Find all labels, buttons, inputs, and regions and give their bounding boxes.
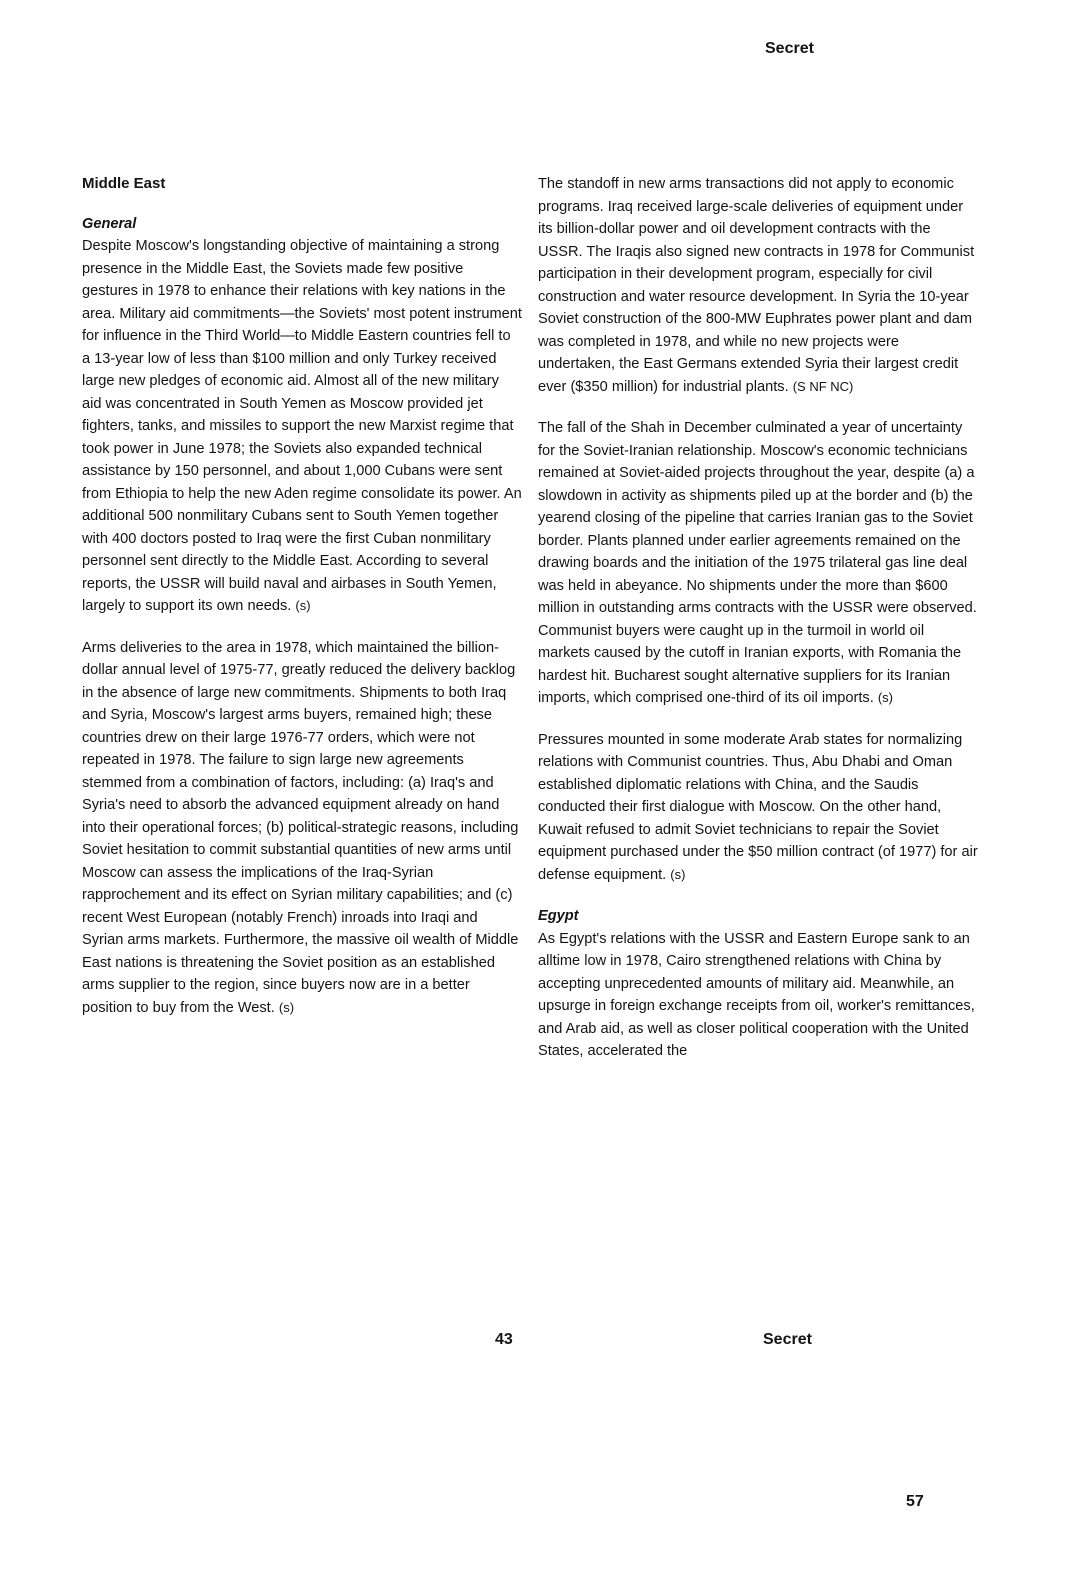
- paragraph: [82, 235, 522, 618]
- paragraph-text: Pressures mounted in some moderate Arab states for normalizing relations with Communist countries. Thus, Abu Dhabi and Oman established diplomatic relations with China, and the Saudis conducted their first dialogue with Moscow. On the other hand, Kuwait refused to admit Soviet technicians to repair the Soviet equipment purchased under the $50 million contract (of 1977) for air defense equipment.: [538, 731, 978, 883]
- classification-marking: (s): [278, 999, 295, 1015]
- subheading-general: General: [82, 215, 137, 232]
- paragraph: [538, 173, 978, 398]
- paragraph: [538, 729, 978, 887]
- paragraph: [82, 637, 522, 1020]
- paragraph-text: Despite Moscow's longstanding objective of maintaining a strong presence in the Middle East, the Soviets made few positive gestures in 1978 to enhance their relations with key nations in the area. Military aid commitments—the Soviets' most potent instrument for influence in the Third World—to Middle Eastern countries fell to a 13-year low of less than $100 million and only Turkey received large new pledges of economic aid. Almost all of the new military aid was concentrated in South Yemen as Moscow provided jet fighters, tanks, and missiles to support the new Marxist regime that took power in June 1978; the Soviets also expanded technical assistance by 150 personnel, and about 1,000 Cubans were sent from Ethiopia to help the new Aden regime consolidate its power. An additional 500 nonmilitary Cubans sent to South Yemen together with 400 doctors posted to Iraq were the first Cuban nonmilitary personnel sent directly to the Middle East. According to several reports, the USSR will build naval and airbases in South Yemen, largely to support its own needs.: [82, 238, 522, 614]
- paragraph-text: The fall of the Shah in December culminated a year of uncertainty for the Soviet-Iranian relationship. Moscow's economic technicians remained at Soviet-aided projects throughout the year, despite (a) a slowdown in activity as shipments piled up at the border and (b) the yearend closing of the pipeline that carries Iranian gas to the Soviet border. Plants planned under earlier agreements remained on the drawing boards and the initiation of the 1975 trilateral gas line deal was held in abeyance. No shipments under the more than $600 million in outstanding arms contracts with the USSR were observed. Communist buyers were caught up in the turmoil in world oil markets caused by the cutoff in Iranian exports, with Romania the hardest hit. Bucharest sought alternative suppliers for its Iranian imports, which comprised one-third of its oil imports.: [538, 420, 977, 706]
- subheading-egypt: Egypt: [538, 908, 579, 924]
- footer-classification: Secret: [763, 1331, 812, 1348]
- header-classification: Secret: [765, 40, 814, 57]
- paragraph: As Egypt's relations with the USSR and Eastern Europe sank to an alltime low in 1978, Cairo strengthened relations with China by accepting unprecedented amounts of military aid. Meanwhile, an upsurge in foreign exchange receipts from oil, worker's remittances, and Arab aid, as well as closer political cooperation with the United States, accelerated the: [538, 930, 975, 1059]
- left-column: [82, 173, 522, 1038]
- paragraph: [538, 417, 978, 710]
- paragraph-text: The standoff in new arms transactions did not apply to economic programs. Iraq received large-scale deliveries of equipment under its billion-dollar power and oil development contracts with the USSR. The Iraqis also signed new contracts in 1978 for Communist participation in their development program, especially for civil construction and water resource development. In Syria the 10-year Soviet construction of the 800-MW Euphrates power plant and dam was completed in 1978, and while no new projects were undertaken, the East Germans extended Syria their largest credit ever ($350 million) for industrial plants.: [538, 176, 975, 395]
- classification-marking: (S NF NC): [792, 378, 854, 394]
- section-title: Middle East: [82, 175, 166, 192]
- paragraph-text: Arms deliveries to the area in 1978, which maintained the billion-dollar annual level of 1975-77, greatly reduced the delivery backlog in the absence of large new commitments. Shipments to both Iraq and Syria, Moscow's largest arms buyers, remained high; these countries drew on their large 1976-77 orders, which were not repeated in 1978. The failure to sign large new agreements stemmed from a combination of factors, including: (a) Iraq's and Syria's need to absorb the advanced equipment already on hand into their operational forces; (b) political-strategic reasons, including Soviet hesitation to commit substantial quantities of new arms until Moscow can assess the implications of the Iraq-Syrian rapprochement and its effect on Syrian military capabilities; and (c) recent West European (notably French) inroads into Iraqi and Syrian arms markets. Furthermore, the massive oil wealth of Middle East nations is threatening the Soviet position as an established arms supplier to the region, since buyers now are in a better position to buy from the West.: [82, 639, 519, 1016]
- classification-marking: (s): [670, 866, 686, 882]
- report-page-number: 57: [906, 1493, 924, 1510]
- classification-marking: (s): [295, 598, 311, 613]
- document-page-number: 43: [495, 1331, 513, 1348]
- classification-marking: (s): [877, 690, 894, 705]
- right-column: [538, 173, 978, 1082]
